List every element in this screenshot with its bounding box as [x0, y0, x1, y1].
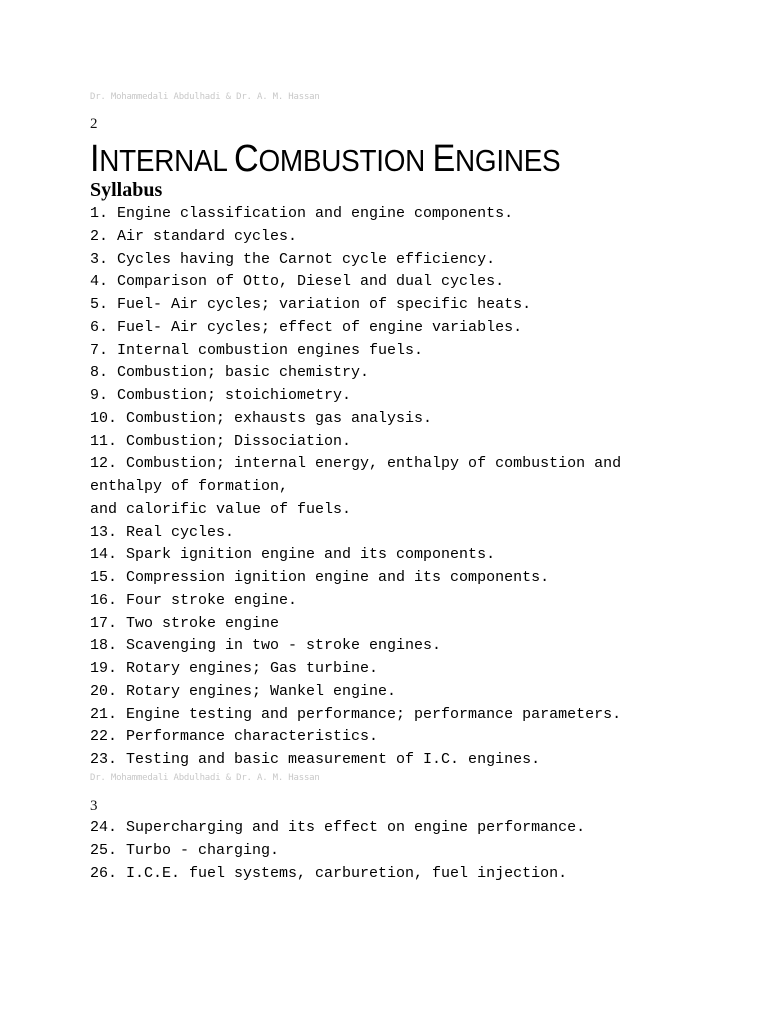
syllabus-heading: Syllabus [90, 179, 163, 201]
page-number-3: 3 [90, 798, 98, 814]
list-item: 26. I.C.E. fuel systems, carburetion, fuel injection. [90, 864, 568, 882]
list-item: 4. Comparison of Otto, Diesel and dual cycles. [90, 273, 505, 291]
list-item: 17. Two stroke engine [90, 614, 280, 632]
list-item: 12. Combustion; internal energy, enthalpy of combustion and [90, 455, 622, 473]
syllabus-list-part1 [90, 203, 621, 772]
list-item: 9. Combustion; stoichiometry. [90, 387, 352, 404]
list-item: 10. Combustion; exhausts gas analysis. [90, 409, 433, 427]
list-item: 18. Scavenging in two - stroke engines. [90, 637, 442, 655]
list-item: 15. Compression ignition engine and its components. [90, 569, 550, 586]
page-header-authors: Dr. Mohammedali Abdulhadi & Dr. A. M. Hassan [90, 92, 320, 102]
list-item: 23. Testing and basic measurement of I.C. engines. [90, 751, 541, 768]
list-item: 19. Rotary engines; Gas turbine. [90, 660, 379, 677]
title-combustion-cap: C [234, 138, 259, 180]
title-internal-cap: I [90, 138, 100, 180]
list-item: 6. Fuel- Air cycles; effect of engine variables. [90, 318, 523, 336]
title-combustion-rest: OMBUSTION [258, 143, 426, 178]
list-item: 21. Engine testing and performance; performance parameters. [90, 705, 622, 723]
list-item: 20. Rotary engines; Wankel engine. [90, 682, 397, 700]
title-engines-rest: NGINES [455, 143, 561, 178]
page-header-authors-2: Dr. Mohammedali Abdulhadi & Dr. A. M. Hassan [90, 773, 320, 783]
list-item: 11. Combustion; Dissociation. [90, 432, 352, 450]
page-number-2: 2 [90, 116, 98, 132]
list-item: 5. Fuel- Air cycles; variation of specific heats. [90, 296, 532, 313]
list-item: 8. Combustion; basic chemistry. [90, 364, 370, 382]
list-item: 25. Turbo - charging. [90, 841, 280, 859]
list-item: 24. Supercharging and its effect on engine performance. [90, 819, 586, 836]
list-item-continuation: and calorific value of fuels. [90, 500, 352, 518]
list-item: 22. Performance characteristics. [90, 728, 379, 746]
title-internal-rest: NTERNAL [99, 143, 227, 178]
list-item: 13. Real cycles. [90, 523, 235, 541]
list-item: 7. Internal combustion engines fuels. [90, 341, 424, 359]
document-title [90, 140, 560, 180]
list-item: 14. Spark ignition engine and its components. [90, 546, 496, 564]
list-item: 16. Four stroke engine. [90, 591, 298, 609]
list-item: 1. Engine classification and engine components. [90, 205, 514, 222]
list-item: 3. Cycles having the Carnot cycle efficiency. [90, 250, 496, 268]
list-item-continuation: enthalpy of formation, [90, 478, 289, 495]
title-engines-cap: E [432, 138, 456, 180]
list-item: 2. Air standard cycles. [90, 227, 298, 245]
syllabus-list-part2 [90, 817, 585, 885]
